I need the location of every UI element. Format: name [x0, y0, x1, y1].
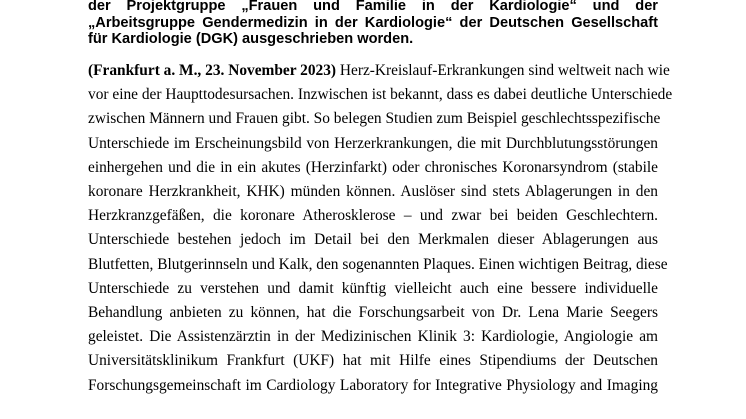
body-line: vor eine der Haupttodesursachen. Inzwischen ist bekannt, dass es dabei deutliche Unterschiede — [88, 86, 673, 104]
headline-line: „Arbeitsgruppe Gendermedizin in der Kardiologie“ der Deutschen Gesellschaft — [88, 14, 658, 31]
body-line: Unterschiede zu verstehen und damit künftig vielleicht auch eine bessere individuelle — [88, 279, 658, 297]
body-line: geleistet. Die Assistenzärztin in der Medizinischen Klinik 3: Kardiologie, Angiologie am — [88, 328, 658, 346]
body-line: Unterschiede bestehen jedoch im Detail bei den Merkmalen dieser Ablagerungen aus — [88, 231, 658, 249]
body-line — [88, 59, 670, 83]
body-line-text: Herz-Kreislauf-Erkrankungen sind weltweit nach wie — [336, 62, 670, 79]
headline-line: der Projektgruppe „Frauen und Familie in der Kardiologie“ und der — [88, 0, 658, 14]
body-line: zwischen Männern und Frauen gibt. So belegen Studien zum Beispiel geschlechtsspezifische — [88, 110, 661, 128]
dateline: (Frankfurt a. M., 23. November 2023) — [88, 62, 337, 79]
body-line: einhergehen und die in ein akutes (Herzinfarkt) oder chronisches Koronarsyndrom (stabile — [88, 158, 658, 176]
body-text — [88, 59, 673, 398]
body-line: Unterschiede im Erscheinungsbild von Herzerkrankungen, die mit Durchblutungsstörungen — [88, 134, 658, 152]
body-line: Behandlung anbieten zu können, hat die Forschungsarbeit von Dr. Lena Marie Seegers — [88, 304, 658, 322]
body-line: Universitätsklinikum Frankfurt (UKF) hat mit Hilfe eines Stipendiums der Deutschen — [88, 352, 658, 370]
headline — [88, 0, 658, 48]
body-line: Blutfetten, Blutgerinnseln und Kalk, den sogenannten Plaques. Einen wichtigen Beitrag, diese — [88, 255, 668, 273]
headline-line: für Kardiologie (DGK) ausgeschrieben worden. — [88, 31, 414, 47]
body-line: Forschungsgemeinschaft im Cardiology Laboratory for Integrative Physiology and Imaging — [88, 376, 658, 394]
body-line: Herzkranzgefäßen, die koronare Atherosklerose – und zwar bei beiden Geschlechtern. — [88, 207, 658, 225]
body-line: koronare Herzkrankheit, KHK) münden können. Auslöser sind stets Ablagerungen in den — [88, 183, 658, 201]
